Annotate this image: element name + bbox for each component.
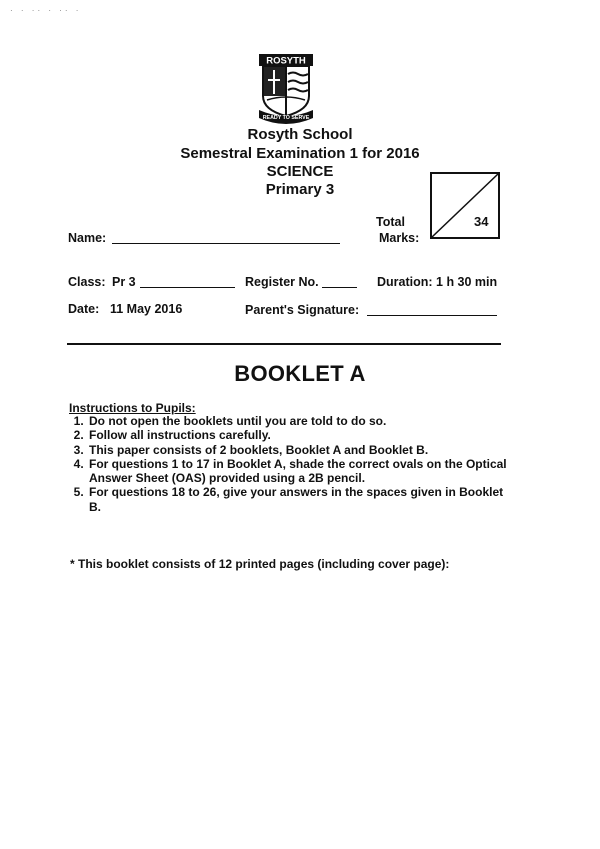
level: Primary 3: [265, 181, 335, 198]
total-label: Total: [376, 215, 405, 229]
instruction-item: 3. This paper consists of 2 booklets, Booklet A and Booklet B.: [87, 443, 507, 457]
school-name: Rosyth School: [247, 126, 353, 143]
page-count-note: * This booklet consists of 12 printed pages (including cover page):: [70, 557, 450, 571]
class-blank[interactable]: [140, 287, 235, 288]
crest-motto: READY TO SERVE: [262, 115, 310, 121]
date-value: 11 May 2016: [110, 302, 183, 316]
register-label: Register No.: [245, 275, 319, 289]
instruction-item: 1. Do not open the booklets until you are told to do so.: [87, 414, 507, 428]
school-crest-logo: [255, 52, 317, 124]
scan-specks: · · ·· · ·· ·: [10, 6, 82, 15]
class-label: Class:: [68, 275, 106, 289]
name-label: Name:: [68, 231, 107, 245]
duration: Duration: 1 h 30 min: [377, 275, 498, 289]
subject: SCIENCE: [266, 163, 334, 180]
total-marks-value: 34: [474, 214, 489, 229]
instruction-item: 4. For questions 1 to 17 in Booklet A, shade the correct ovals on the Optical Answer Sheet (OAS) provided using a 2B pencil.: [87, 457, 507, 486]
instruction-item: 5. For questions 18 to 26, give your answers in the spaces given in Booklet B.: [87, 485, 507, 514]
divider-rule: [67, 343, 501, 345]
instructions-list: [69, 414, 507, 514]
register-blank[interactable]: [322, 287, 357, 288]
marks-label: Marks:: [379, 231, 420, 245]
class-value: Pr 3: [112, 275, 136, 289]
signature-label: Parent's Signature:: [245, 303, 360, 317]
exam-title: Semestral Examination 1 for 2016: [180, 145, 420, 162]
name-blank[interactable]: [112, 243, 340, 244]
booklet-title: BOOKLET A: [234, 361, 366, 386]
instructions-heading: Instructions to Pupils:: [69, 401, 196, 415]
signature-blank[interactable]: [367, 315, 497, 316]
instruction-item: 2. Follow all instructions carefully.: [87, 428, 507, 442]
total-marks-box: [430, 172, 500, 239]
crest-banner-top: ROSYTH: [266, 55, 306, 67]
date-label: Date:: [68, 302, 100, 316]
